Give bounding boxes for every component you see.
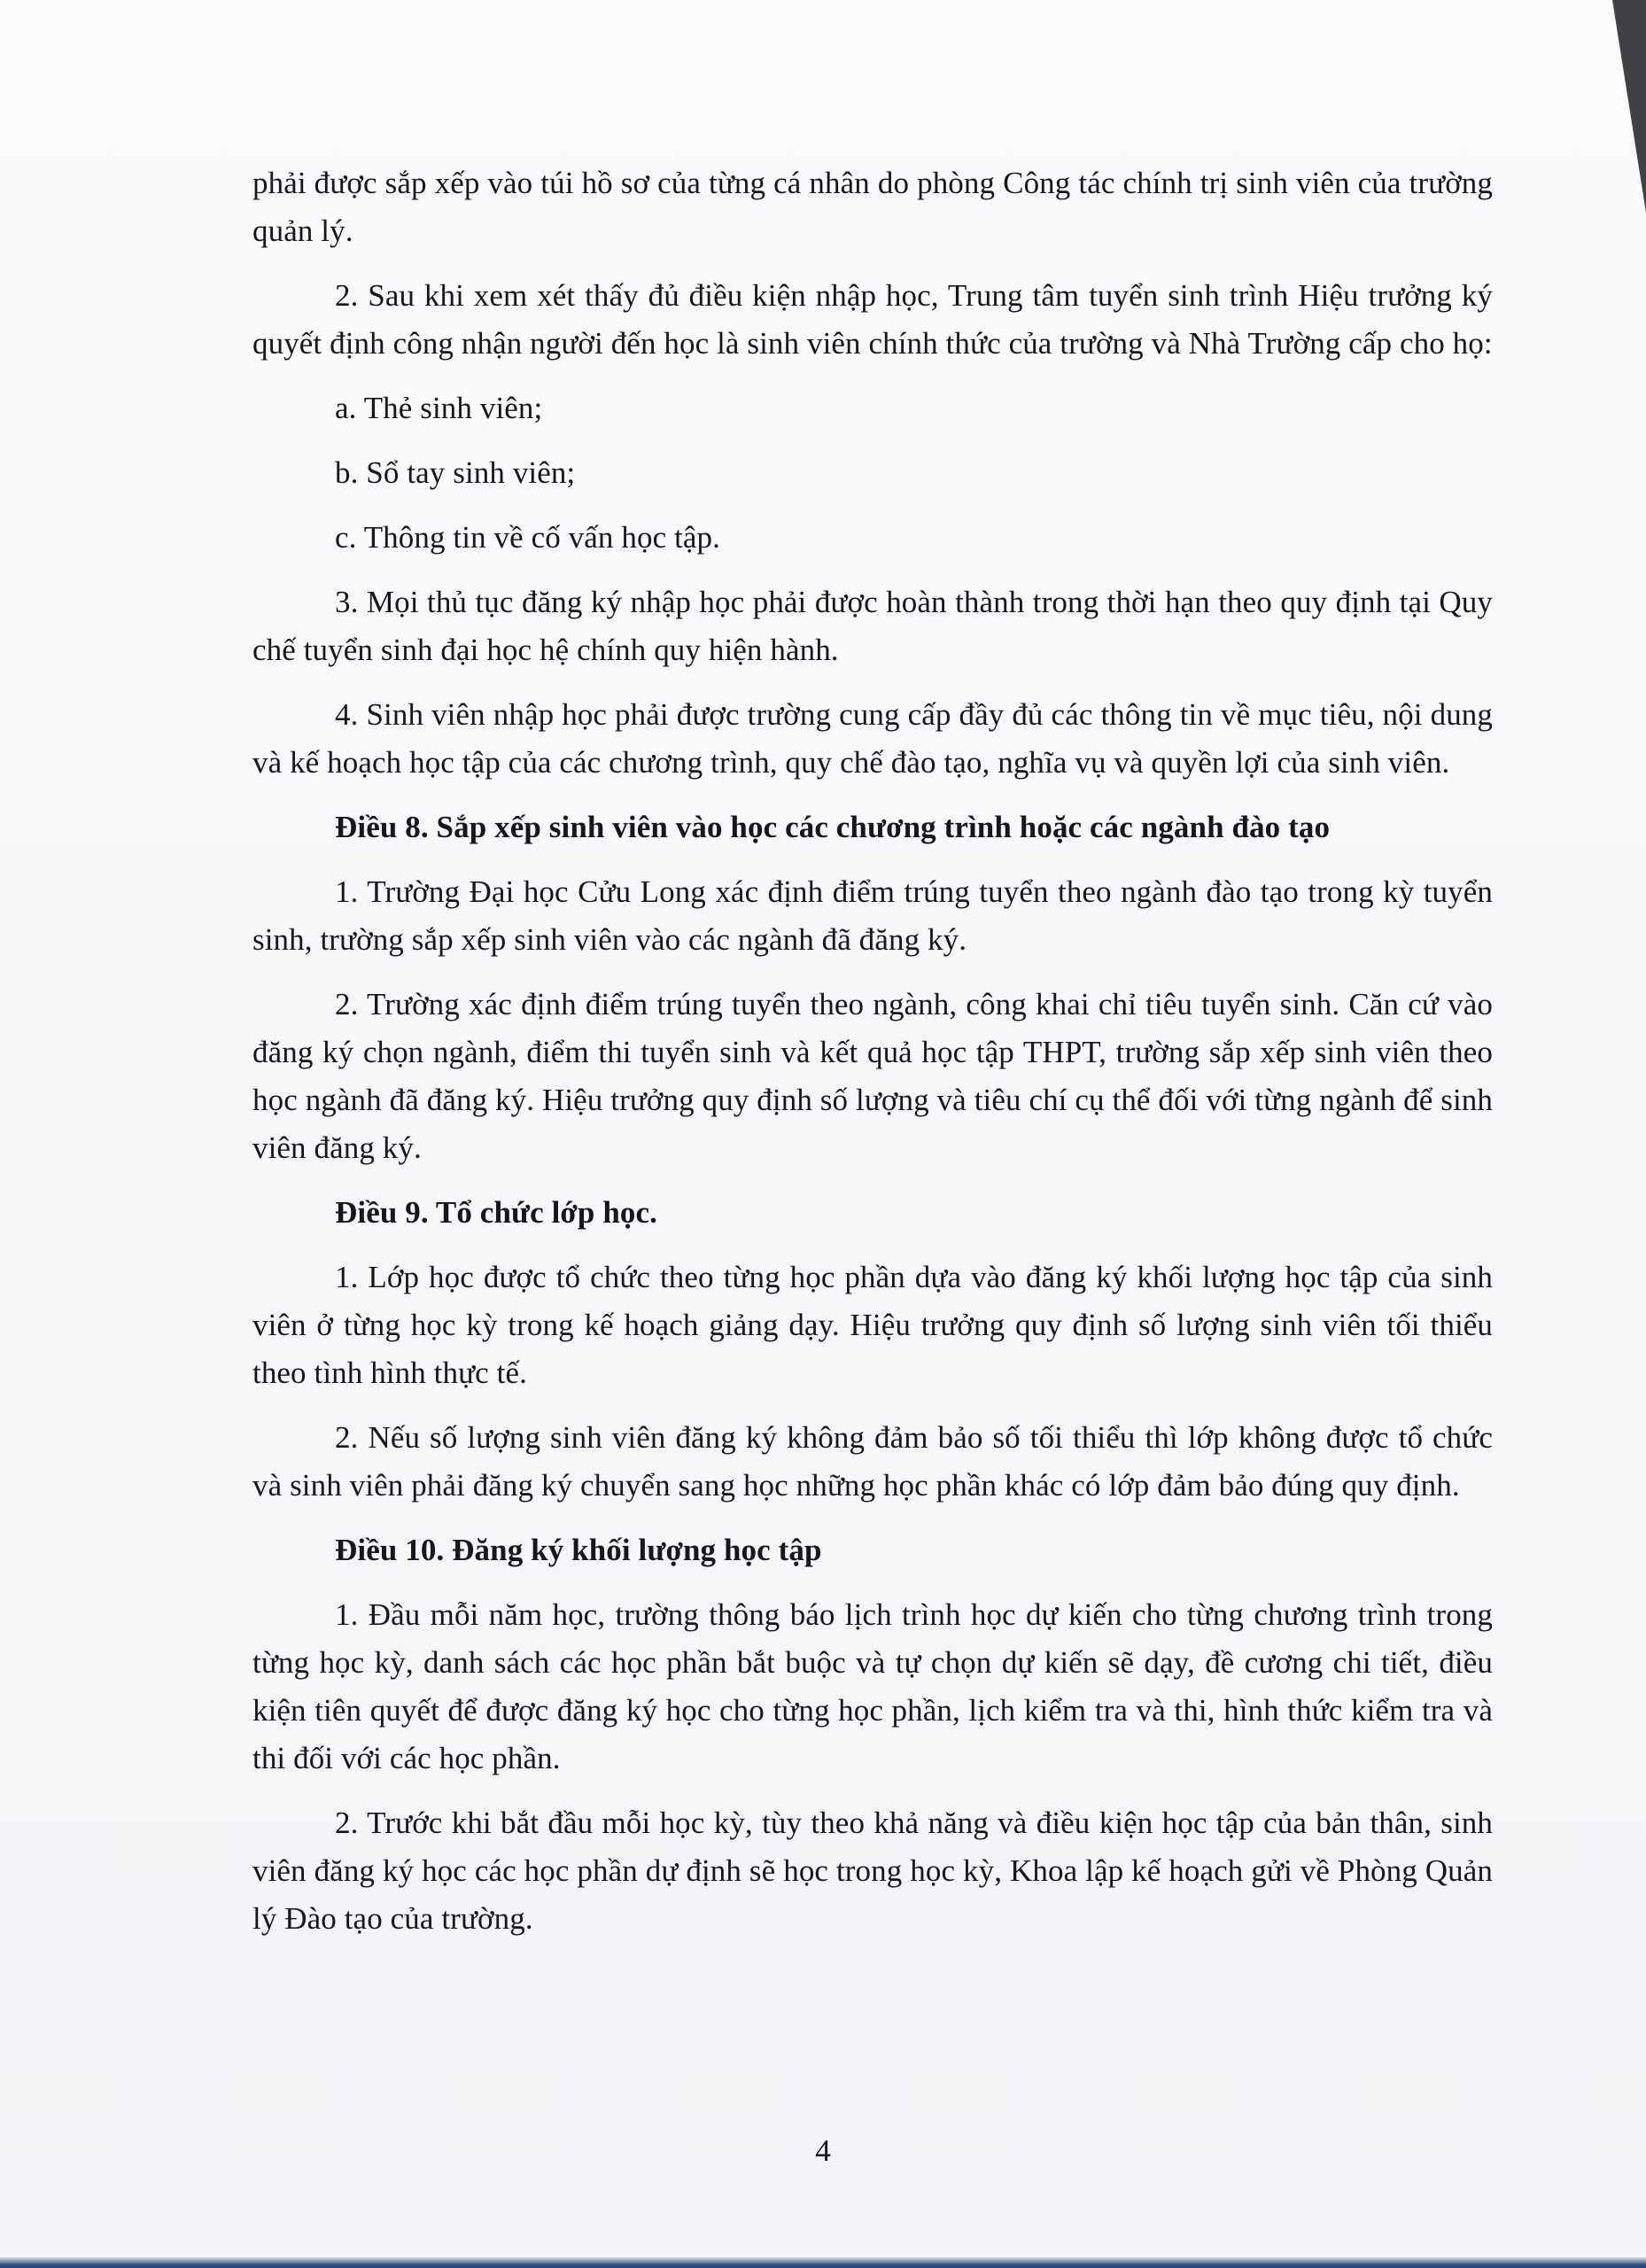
scan-bottom-edge [0,2257,1646,2268]
article-8-clause-1: 1. Trường Đại học Cửu Long xác định điểm trúng tuyển theo ngành đào tạo trong kỳ tuyển sinh, trường sắp xếp sinh viên vào các ngành đã đăng ký. [252,874,1493,957]
paragraph-clause-4: 4. Sinh viên nhập học phải được trường cung cấp đầy đủ các thông tin về mục tiêu, nội dung và kế hoạch học tập của các chương trình, quy chế đào tạo, nghĩa vụ và quyền lợi của sinh viên. [252,697,1493,780]
list-item-c: c. Thông tin về cố vấn học tập. [335,520,720,555]
article-10-clause-1: 1. Đầu mỗi năm học, trường thông báo lịch trình học dự kiến cho từng chương trình trong từng học kỳ, danh sách các học phần bắt buộc và tự chọn dự kiến sẽ dạy, đề cương chi tiết, điều kiện tiên quyết để được đăng ký học cho từng học phần, lịch kiểm tra và thi, hình thức kiểm tra và thi đối với các học phần. [252,1597,1493,1775]
list-item-a: a. Thẻ sinh viên; [335,391,543,425]
article-8-heading: Điều 8. Sắp xếp sinh viên vào học các chương trình hoặc các ngành đào tạo [335,810,1331,844]
paragraph-clause-3: 3. Mọi thủ tục đăng ký nhập học phải được hoàn thành trong thời hạn theo quy định tại Quy chế tuyển sinh đại học hệ chính quy hiện hành. [252,585,1493,667]
article-10-heading: Điều 10. Đăng ký khối lượng học tập [335,1533,822,1567]
article-9-heading: Điều 9. Tổ chức lớp học. [335,1195,657,1230]
article-9-clause-1: 1. Lớp học được tổ chức theo từng học phần dựa vào đăng ký khối lượng học tập của sinh viên ở từng học kỳ trong kế hoạch giảng dạy. Hiệu trưởng quy định số lượng sinh viên tối thiểu theo tình hình thực tế. [252,1260,1493,1390]
article-9-clause-2: 2. Nếu số lượng sinh viên đăng ký không đảm bảo số tối thiểu thì lớp không được tổ chức và sinh viên phải đăng ký chuyển sang học những học phần khác có lớp đảm bảo đúng quy định. [252,1420,1493,1503]
article-10-clause-2: 2. Trước khi bắt đầu mỗi học kỳ, tùy theo khả năng và điều kiện học tập của bản thân, sinh viên đăng ký học các học phần dự định sẽ học trong học kỳ, Khoa lập kế hoạch gửi về Phòng Quản lý Đào tạo của trường. [252,1806,1493,1936]
paragraph-clause-2: 2. Sau khi xem xét thấy đủ điều kiện nhập học, Trung tâm tuyển sinh trình Hiệu trưởng ký quyết định công nhận người đến học là sinh viên chính thức của trường và Nhà Trường cấp cho họ: [252,278,1493,361]
page-number: 4 [815,2133,831,2168]
article-8-clause-2: 2. Trường xác định điểm trúng tuyển theo ngành, công khai chỉ tiêu tuyển sinh. Căn cứ vào đăng ký chọn ngành, điểm thi tuyển sinh và kết quả học tập THPT, trường sắp xếp sinh viên theo học ngành đã đăng ký. Hiệu trưởng quy định số lượng và tiêu chí cụ thể đối với từng ngành để sinh viên đăng ký. [252,987,1493,1165]
document-body [252,159,1493,1960]
paragraph-continuation: phải được sắp xếp vào túi hồ sơ của từng cá nhân do phòng Công tác chính trị sinh viên của trường quản lý. [252,166,1493,248]
list-item-b: b. Sổ tay sinh viên; [335,455,576,490]
page-corner-shadow [1612,0,1646,213]
